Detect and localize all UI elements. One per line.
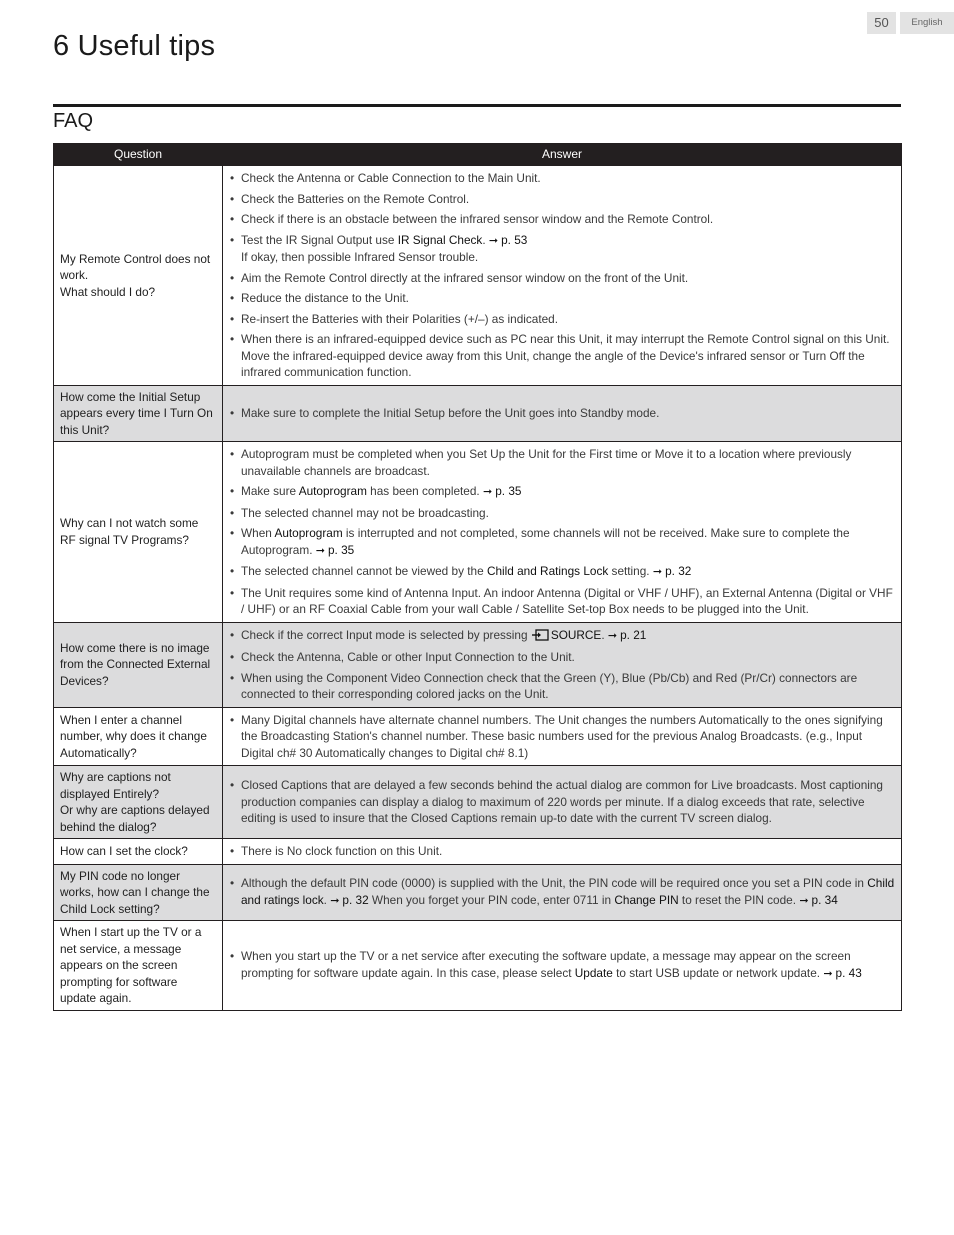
answer-item <box>229 585 895 618</box>
faq-question: When I enter a channel number, why does it change Automatically? <box>54 707 223 766</box>
answer-text: Check the Batteries on the Remote Control. <box>241 191 470 206</box>
answer-item <box>229 777 895 827</box>
faq-answer <box>223 839 902 865</box>
faq-question: Why are captions not displayed Entirely? Or why are captions delayed behind the dialog? <box>54 766 223 839</box>
answer-text: Re-insert the Batteries with their Polarities (+/–) as indicated. <box>241 311 559 326</box>
faq-answer <box>223 622 902 707</box>
answer-item <box>229 311 895 328</box>
answer-text: Aim the Remote Control directly at the infrared sensor window on the front of the Unit. <box>241 270 689 285</box>
question-column-header: Question <box>54 144 223 166</box>
faq-question: How come there is no image from the Connected External Devices? <box>54 622 223 707</box>
faq-row <box>54 839 902 865</box>
faq-row <box>54 766 902 839</box>
answer-item <box>229 505 895 522</box>
answer-item <box>229 483 895 501</box>
answer-text: There is No clock function on this Unit. <box>241 844 443 858</box>
menu-item-name: Child and ratings lock <box>241 876 895 907</box>
faq-row <box>54 166 902 386</box>
answer-text: When you forget your PIN code, enter 0711 in <box>368 892 615 907</box>
menu-item-name: Autoprogram <box>298 484 367 498</box>
language-label: English <box>900 12 954 34</box>
page-reference-text: p. 43 <box>835 965 862 980</box>
faq-question: How come the Initial Setup appears every time I Turn On this Unit? <box>54 385 223 442</box>
page-reference-text: p. 32 <box>665 564 692 578</box>
answer-text: to start USB update or network update. <box>612 965 821 980</box>
answer-text: Check the Antenna, Cable or other Input Connection to the Unit. <box>241 650 575 664</box>
menu-item-name: Change PIN <box>614 892 679 907</box>
answer-list <box>229 170 895 381</box>
menu-item-name: Child and Ratings Lock <box>486 564 609 578</box>
answer-item <box>229 331 895 381</box>
answer-text: has been completed. <box>366 484 480 498</box>
answer-item <box>229 649 895 666</box>
menu-item-name: SOURCE <box>550 627 602 642</box>
faq-answer <box>223 166 902 386</box>
answer-text: Although the default PIN code (0000) is supplied with the Unit, the PIN code will be required once you set a PIN code in <box>241 876 868 891</box>
right-arrow-icon: ➞ <box>652 566 663 578</box>
answer-text: . <box>482 232 486 247</box>
answer-item <box>229 843 895 860</box>
answer-text: Check if the correct Input mode is selected by pressing <box>241 627 531 642</box>
answer-item <box>229 670 895 703</box>
answer-text: Check the Antenna or Cable Connection to the Main Unit. <box>241 171 541 185</box>
answer-text: Reduce the distance to the Unit. <box>241 291 409 305</box>
faq-body <box>54 166 902 1011</box>
answer-text: When using the Component Video Connection check that the Green (Y), Blue (Pb/Cb) and Red (Pr/Cr) connectors are connected to their corresponding colored jacks on the Unit. <box>241 670 858 701</box>
faq-row <box>54 622 902 707</box>
faq-row <box>54 385 902 442</box>
answer-item <box>229 232 895 266</box>
faq-answer <box>223 766 902 839</box>
right-arrow-icon: ➞ <box>330 894 340 907</box>
page-reference-text: p. 21 <box>620 627 647 642</box>
faq-answer <box>223 442 902 623</box>
faq-row <box>54 442 902 623</box>
answer-list <box>229 712 895 762</box>
page-reference <box>486 233 528 247</box>
faq-question: How can I set the clock? <box>54 839 223 865</box>
page-reference <box>820 966 862 980</box>
source-input-icon <box>531 629 549 646</box>
answer-item <box>229 270 895 287</box>
answer-item <box>229 525 895 559</box>
right-arrow-icon: ➞ <box>607 629 618 642</box>
right-arrow-icon: ➞ <box>483 486 493 498</box>
menu-item-name: Autoprogram <box>274 526 343 540</box>
page-reference <box>480 484 522 498</box>
answer-text: Make sure <box>241 484 299 498</box>
answer-text: to reset the PIN code. <box>678 892 797 907</box>
menu-item-name: IR Signal Check <box>397 232 483 247</box>
answer-list <box>229 777 895 827</box>
right-arrow-icon: ➞ <box>315 544 325 557</box>
page-reference <box>327 893 369 907</box>
page-reference-text: p. 35 <box>327 542 355 557</box>
answer-text: Closed Captions that are delayed a few seconds behind the actual dialog are common for Live broadcasts. Most captioning production companies can display a dialog to maximum of 220 words per minute. If a dialog exceeds that rate, selective editing is used to insure that the Closed Captions remain up-to date with the current TV screen dialog. <box>241 778 883 826</box>
answer-item <box>229 405 895 422</box>
faq-answer <box>223 707 902 766</box>
answer-item <box>229 446 895 479</box>
answer-column-header: Answer <box>223 144 902 166</box>
page-reference-text: p. 34 <box>811 892 838 907</box>
answer-list <box>229 843 895 860</box>
faq-header-row <box>54 144 902 166</box>
page-reference <box>605 628 647 642</box>
answer-list <box>229 446 895 618</box>
faq-row <box>54 707 902 766</box>
page-reference <box>312 543 354 557</box>
answer-item <box>229 191 895 208</box>
answer-text: The selected channel cannot be viewed by the <box>241 564 487 578</box>
faq-question: Why can I not watch some RF signal TV Programs? <box>54 442 223 623</box>
chapter-title: 6 Useful tips <box>53 30 216 62</box>
page-reference-text: p. 53 <box>501 232 528 247</box>
faq-table <box>53 143 902 1011</box>
answer-text: The Unit requires some kind of Antenna Input. An indoor Antenna (Digital or VHF / UHF), an External Antenna (Digital or VHF / UHF) or an RF Coaxial Cable from your wall Cable / Satellite Set-top Box needs to be plugged into the Unit. <box>241 585 893 616</box>
faq-answer <box>223 385 902 442</box>
right-arrow-icon: ➞ <box>799 894 809 907</box>
answer-text: Autoprogram must be completed when you Set Up the Unit for the First time or Move it to a location where previously unavailable channels are broadcast. <box>241 447 852 478</box>
answer-item <box>229 170 895 187</box>
page-reference-text: p. 35 <box>495 484 522 498</box>
answer-item <box>229 948 895 982</box>
answer-item <box>229 712 895 762</box>
faq-question: My PIN code no longer works, how can I change the Child Lock setting? <box>54 864 223 921</box>
answer-text: Many Digital channels have alternate channel numbers. The Unit changes the numbers Automatically to the ones signifying the Broadcasting Station's channel number. These basic numbers used for the previous Analog Broadcasts. (e.g., Input Digital ch# 30 Automatically changes to Digital ch# 8.1) <box>241 712 883 760</box>
page-reference <box>650 564 692 578</box>
answer-text: Check if there is an obstacle between the infrared sensor window and the Remote Control. <box>241 212 714 226</box>
faq-answer <box>223 864 902 921</box>
page-number: 50 <box>867 12 896 34</box>
answer-text: The selected channel may not be broadcasting. <box>241 505 489 520</box>
faq-answer <box>223 921 902 1011</box>
answer-text: When <box>241 526 275 540</box>
title-divider <box>53 104 901 107</box>
answer-item <box>229 211 895 228</box>
answer-item <box>229 563 895 581</box>
right-arrow-icon: ➞ <box>823 967 833 980</box>
answer-text: . <box>601 627 605 642</box>
answer-text: When there is an infrared-equipped device such as PC near this Unit, it may interrupt the Remote Control signal on this Unit. Move the infrared-equipped device away from this Unit, change the angle of the Device's infrared sensor or Turn Off the infrared communication function. <box>241 332 890 379</box>
answer-text: . <box>323 892 327 907</box>
answer-list <box>229 948 895 982</box>
answer-list <box>229 875 895 909</box>
answer-item <box>229 875 895 909</box>
right-arrow-icon: ➞ <box>488 234 499 247</box>
faq-row <box>54 921 902 1011</box>
faq-row <box>54 864 902 921</box>
answer-item <box>229 290 895 307</box>
faq-question: My Remote Control does not work. What should I do? <box>54 166 223 386</box>
answer-text: is interrupted and not completed, some channels will not be received. Make sure to complete the Autoprogram. <box>241 526 850 557</box>
answer-item <box>229 627 895 646</box>
page-reference <box>796 893 838 907</box>
answer-text: When you start up the TV or a net service after executing the software update, a message may appear on the screen prompting for software update again. In this case, please select <box>241 949 851 980</box>
page-reference-text: p. 32 <box>342 892 369 907</box>
menu-item-name: Update <box>574 965 613 980</box>
answer-text: Make sure to complete the Initial Setup before the Unit goes into Standby mode. <box>241 406 660 420</box>
answer-list <box>229 627 895 703</box>
answer-list <box>229 405 895 422</box>
answer-text: setting. <box>608 564 650 578</box>
answer-subtext: If okay, then possible Infrared Sensor trouble. <box>241 250 479 264</box>
faq-question: When I start up the TV or a net service, a message appears on the screen prompting for software update again. <box>54 921 223 1011</box>
answer-text: Test the IR Signal Output use <box>241 232 398 247</box>
section-title: FAQ <box>53 110 94 132</box>
